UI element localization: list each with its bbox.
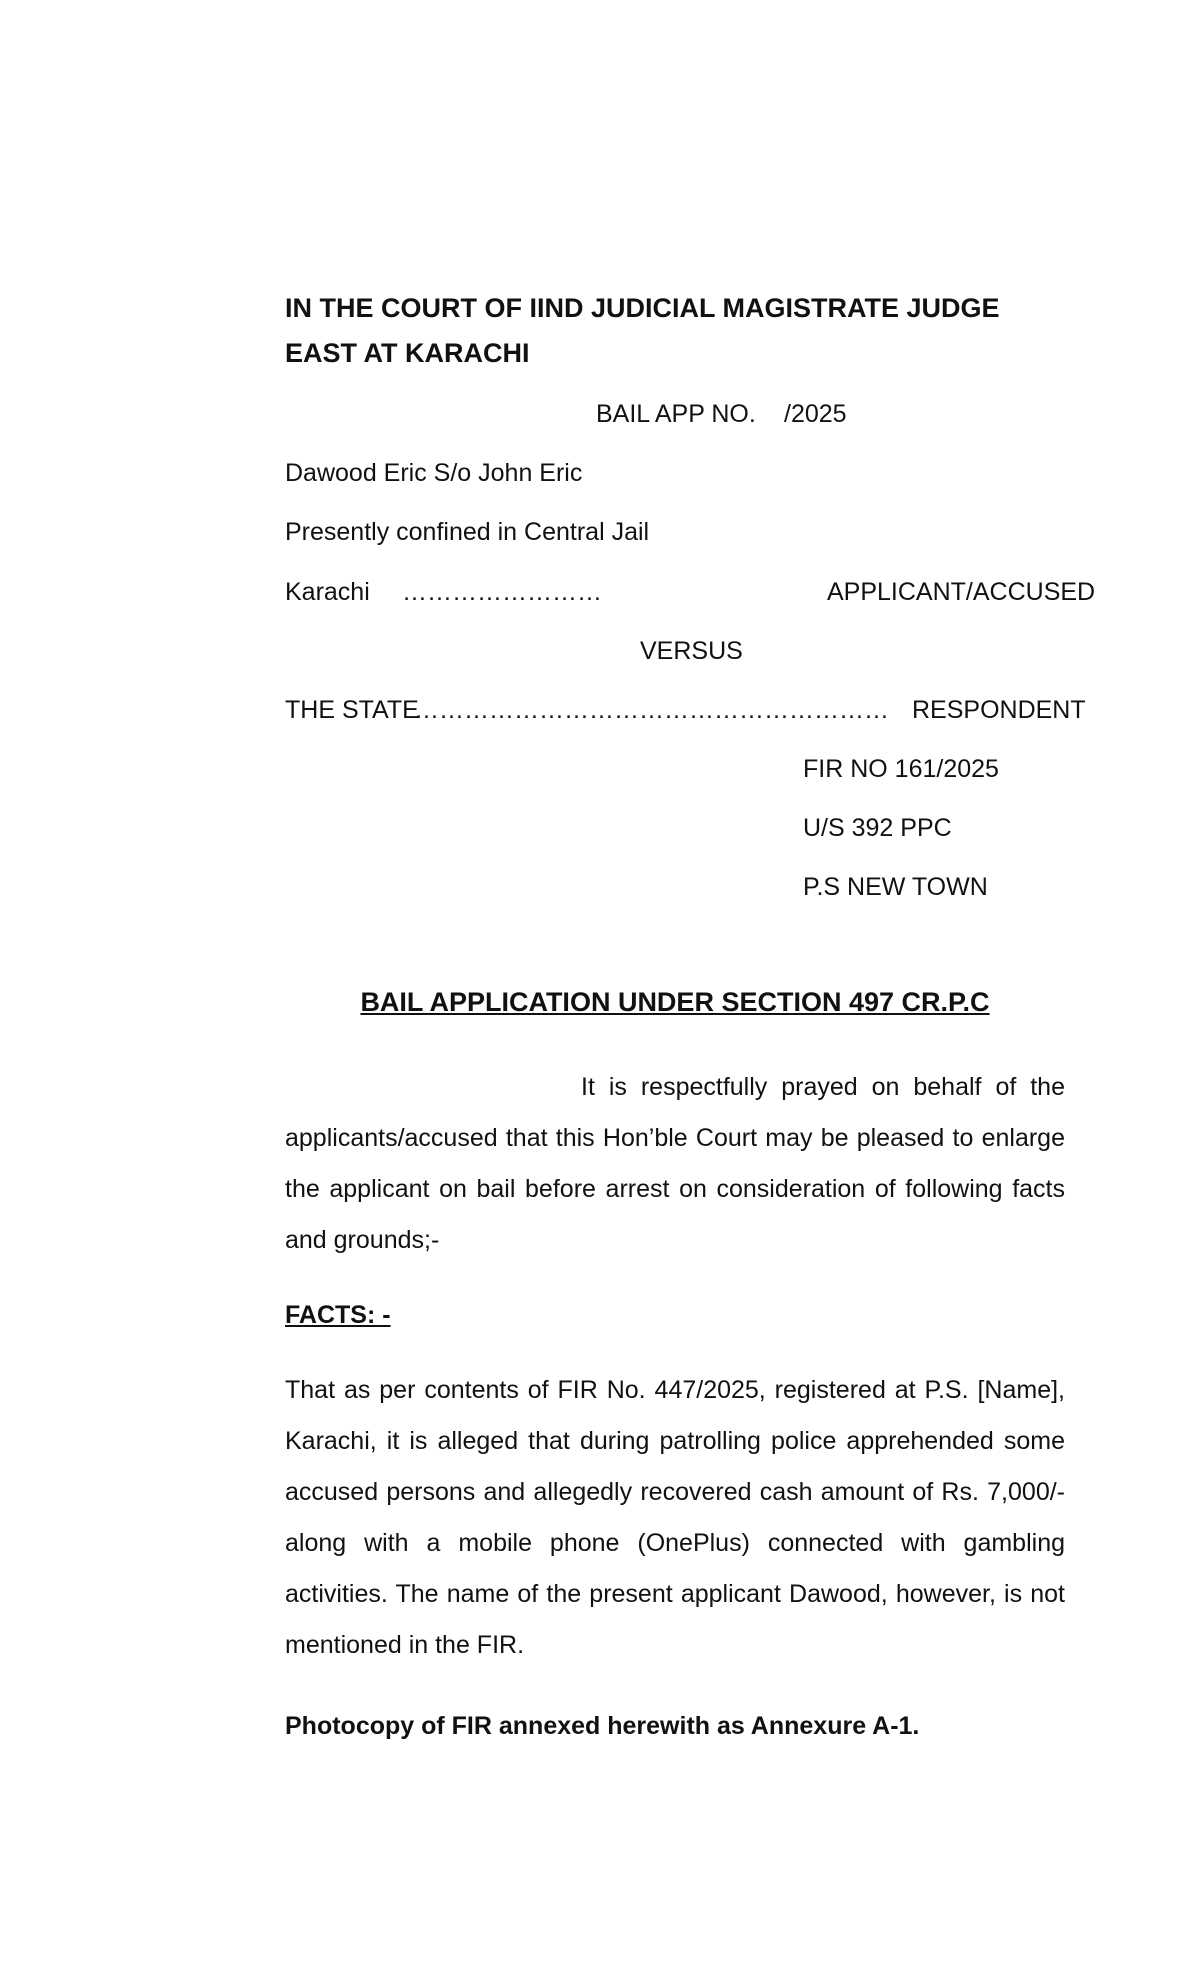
applicant-name: Dawood Eric S/o John Eric xyxy=(285,459,583,487)
applicant-city-dots: …………………… xyxy=(402,578,602,606)
prayer-text: It is respectfully prayed on behalf of the applicants/accused that this Hon’ble Court may be pleased to enlarge the applicant on bail before arrest on consideration of following facts and grounds;- xyxy=(285,1073,1065,1254)
facts-heading: FACTS: - xyxy=(285,1301,391,1329)
versus-label: VERSUS xyxy=(640,637,743,665)
police-station: P.S NEW TOWN xyxy=(803,873,988,901)
bail-app-no-year: /2025 xyxy=(784,400,847,428)
facts-paragraph: That as per contents of FIR No. 447/2025, registered at P.S. [Name], Karachi, it is alleged that during patrolling police apprehended some accused persons and allegedly recovered cash amount of Rs. 7,000/- along with a mobile phone (OnePlus) connected with gambling activities. The name of the present applicant Dawood, however, is not mentioned in the FIR. xyxy=(285,1376,1065,1659)
prayer-paragraph xyxy=(285,1062,1065,1266)
bail-app-no-label: BAIL APP NO. xyxy=(596,400,756,428)
applicant-confinement: Presently confined in Central Jail xyxy=(285,518,650,546)
respondent-dots: ………………………………………………… xyxy=(414,696,889,724)
respondent-role: RESPONDENT xyxy=(912,696,1086,724)
fir-number: FIR NO 161/2025 xyxy=(803,755,999,783)
respondent-name: THE STATE xyxy=(285,696,419,724)
court-title: IN THE COURT OF IIND JUDICIAL MAGISTRATE JUDGE EAST AT KARACHI xyxy=(285,293,1000,368)
applicant-role: APPLICANT/ACCUSED xyxy=(827,578,1096,606)
annexure-note: Photocopy of FIR annexed herewith as Annexure A-1. xyxy=(285,1712,920,1740)
applicant-city: Karachi xyxy=(285,578,370,606)
section-under: U/S 392 PPC xyxy=(803,814,952,842)
application-heading: BAIL APPLICATION UNDER SECTION 497 CR.P.C xyxy=(360,987,990,1017)
